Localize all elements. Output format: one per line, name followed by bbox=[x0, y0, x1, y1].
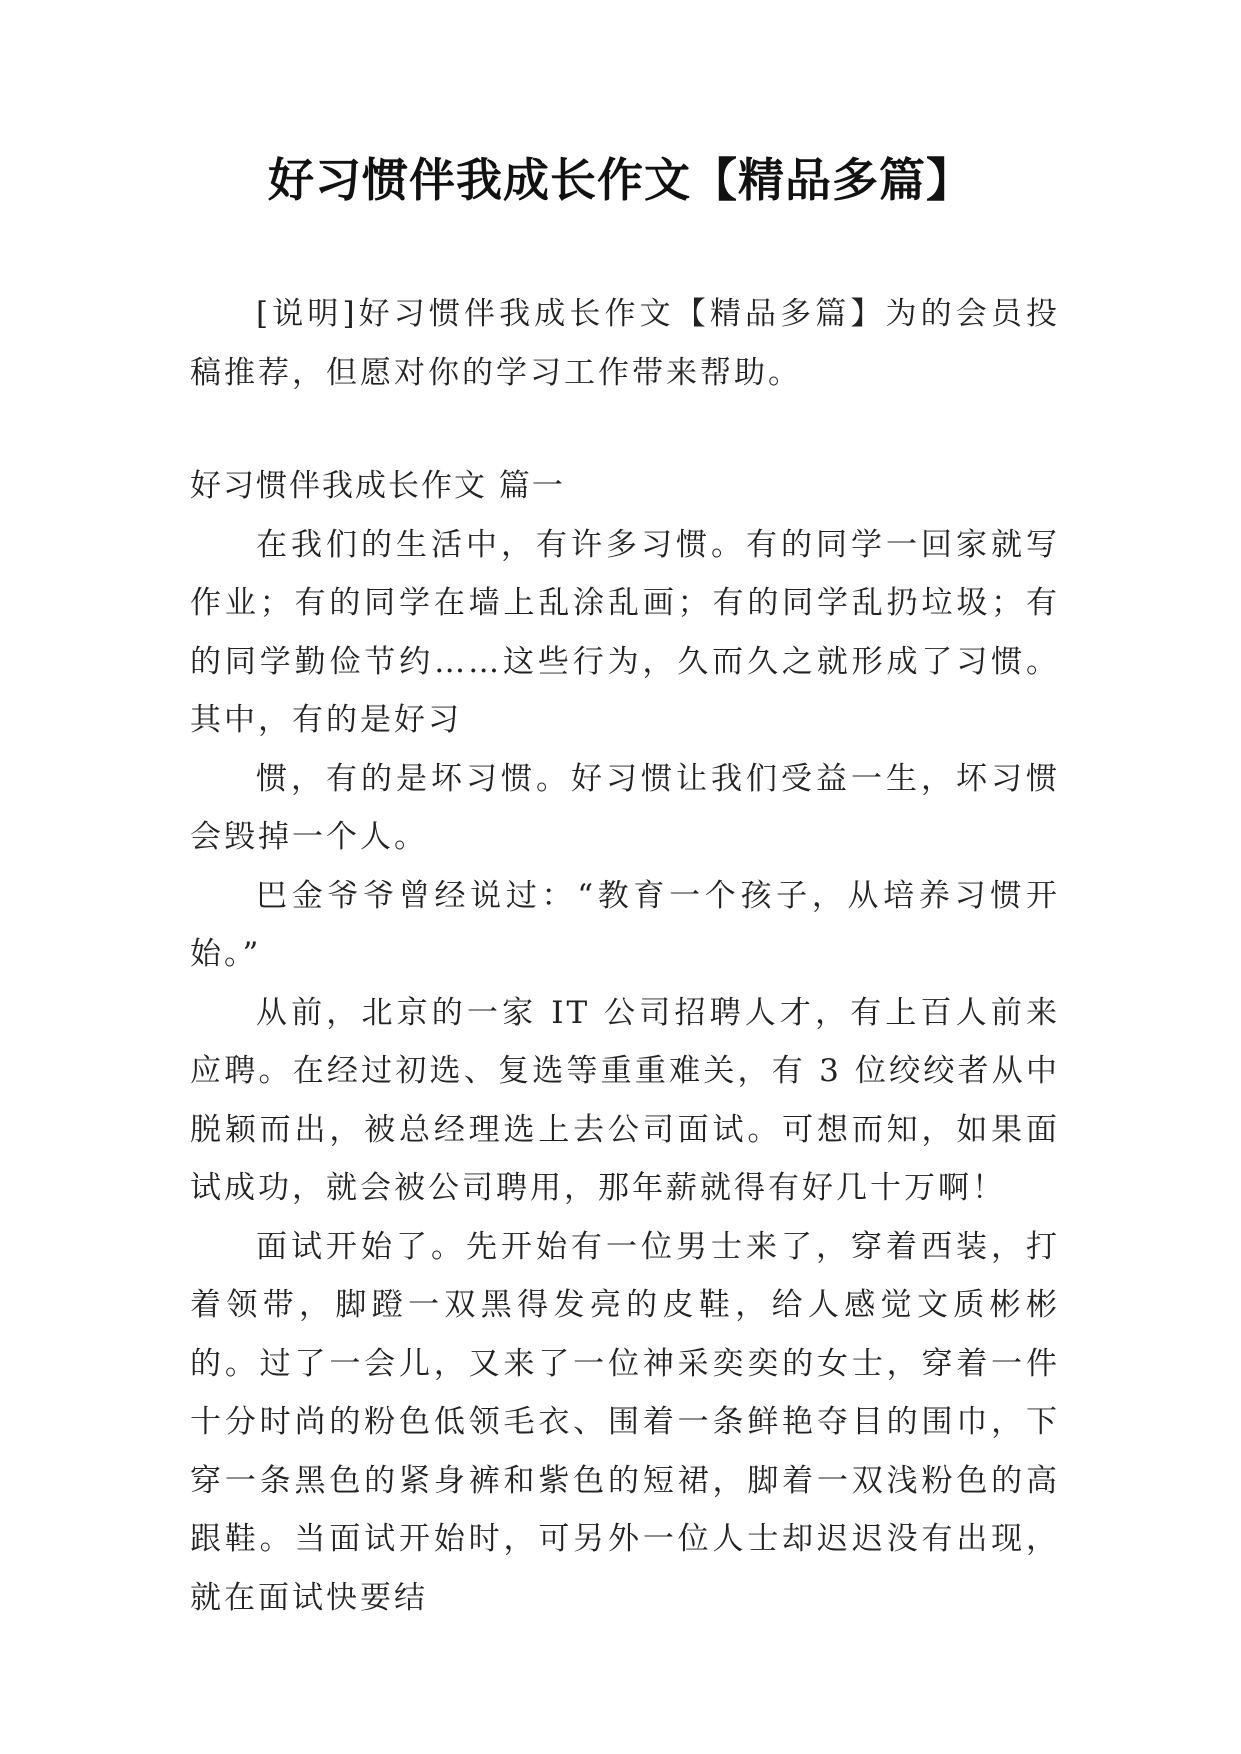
body-paragraph: 在我们的生活中，有许多习惯。有的同学一回家就写作业；有的同学在墙上乱涂乱画；有的同学乱扔垃圾；有的同学勤俭节约……这些行为，久而久之就形成了习惯。其中，有的是好习 bbox=[190, 526, 1060, 738]
body-paragraph: 巴金爷爷曾经说过：“教育一个孩子，从培养习惯开始。” bbox=[190, 877, 1060, 972]
section-heading: 好习惯伴我成长作文 篇一 bbox=[190, 468, 565, 504]
body-paragraph: 面试开始了。先开始有一位男士来了，穿着西装，打着领带，脚蹬一双黑得发亮的皮鞋，给人感觉文质彬彬的。过了一会儿，又来了一位神采奕奕的女士，穿着一件十分时尚的粉色低领毛衣、围着一条鲜艳夺目的围巾，下穿一条黑色的紧身裤和紫色的短裙，脚着一双浅粉色的高跟鞋。当面试开始时，可另外一位人士却迟迟没有出现，就在面试快要结 bbox=[190, 1228, 1060, 1616]
body-paragraph: 从前，北京的一家 IT 公司招聘人才，有上百人前来应聘。在经过初选、复选等重重难关，有 3 位绞绞者从中脱颖而出，被总经理选上去公司面试。可想而知，如果面试成功，就会被公司聘用，那年薪就得有好几十万啊！ bbox=[190, 994, 1060, 1206]
body-paragraph: 惯，有的是坏习惯。好习惯让我们受益一生，坏习惯会毁掉一个人。 bbox=[190, 760, 1060, 855]
intro-paragraph: [说明]好习惯伴我成长作文【精品多篇】为的会员投稿推荐，但愿对你的学习工作带来帮助。 bbox=[190, 296, 1060, 391]
document-title: 好习惯伴我成长作文【精品多篇】 bbox=[268, 153, 973, 207]
document-body bbox=[190, 285, 1060, 1627]
